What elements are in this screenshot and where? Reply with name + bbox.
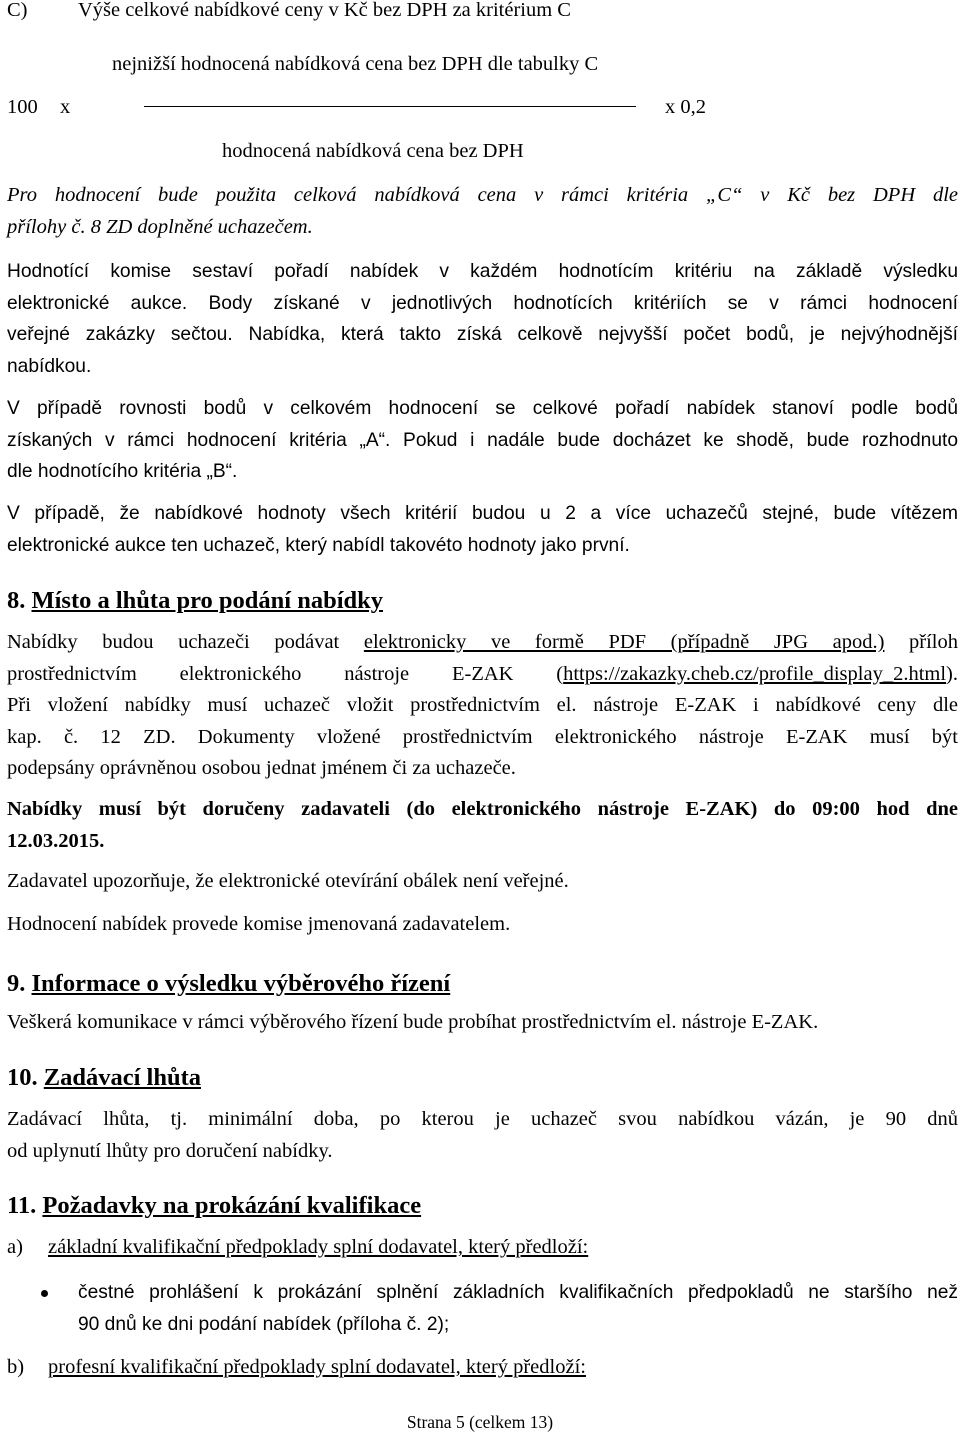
paragraph-line: 12.03.2015. bbox=[7, 829, 105, 852]
paragraph-line: čestné prohlášení k prokázání splnění základních kvalifikačních předpokladů ne staršího než bbox=[78, 1282, 958, 1303]
ezak-link[interactable]: https://zakazky.cheb.cz/profile_display_2.html bbox=[563, 662, 947, 685]
item-a-text: základní kvalifikační předpoklady splní dodavatel, který předloží: bbox=[48, 1236, 589, 1258]
paragraph-line: veřejné zakázky sečtou. Nabídka, která takto získá celkově nejvyšší počet bodů, je nejvýhodnější bbox=[7, 324, 958, 345]
paragraph-line: kap. č. 12 ZD. Dokumenty vložené prostřednictvím elektronického nástroje E-ZAK musí být bbox=[7, 725, 958, 748]
section-number: 9. bbox=[7, 970, 26, 997]
paragraph-line: získaných v rámci hodnocení kritéria „A“. Pokud i nadále bude docházet ke shodě, bude rozhodnuto bbox=[7, 429, 958, 451]
paragraph-line: dle hodnotícího kritéria „B“. bbox=[7, 461, 238, 482]
format-underlined: elektronicky ve formě PDF (případně JPG apod.) bbox=[363, 631, 885, 653]
section-8-deadline bbox=[7, 794, 958, 857]
paragraph-line: Hodnotící komise sestaví pořadí nabídek v každém hodnotícím kritériu na základě výsledku bbox=[7, 261, 958, 282]
paragraph-line: Zadávací lhůta, tj. minimální doba, po kterou je uchazeč svou nabídkou vázán, je 90 dnů bbox=[7, 1108, 958, 1130]
section-9-text: Veškerá komunikace v rámci výběrového řízení bude probíhat prostřednictvím el. nástroje E-ZAK. bbox=[7, 1011, 819, 1033]
section-10-heading bbox=[7, 1064, 201, 1092]
paragraph-line: Při vložení nabídky musí uchazeč vložit prostřednictvím el. nástroje E-ZAK i nabídkové ceny dle bbox=[7, 694, 958, 716]
text-segment: ). bbox=[946, 662, 958, 685]
text-segment: příloh bbox=[909, 631, 958, 653]
section-11-heading bbox=[7, 1192, 421, 1220]
section-9-heading bbox=[7, 970, 450, 998]
section-title: Zadávací lhůta bbox=[43, 1064, 201, 1091]
section-8-submission bbox=[7, 627, 958, 785]
paragraph-line bbox=[7, 627, 958, 659]
section-number: 8. bbox=[7, 587, 26, 614]
section-8-heading bbox=[7, 587, 383, 615]
section-title: Požadavky na prokázání kvalifikace bbox=[42, 1192, 422, 1219]
item-a-label: a) bbox=[7, 1236, 23, 1258]
item-b-text: profesní kvalifikační předpoklady splní dodavatel, který předloží: bbox=[48, 1356, 586, 1378]
section-8-evaluation: Hodnocení nabídek provede komise jmenovaná zadavatelem. bbox=[7, 913, 511, 935]
bullet-item bbox=[78, 1277, 958, 1340]
section-number: 11. bbox=[7, 1192, 37, 1219]
section-8-notice: Zadavatel upozorňuje, že elektronické otevírání obálek není veřejné. bbox=[7, 870, 569, 892]
section-title: Informace o výsledku výběrového řízení bbox=[31, 970, 451, 997]
formula-denominator: hodnocená nabídková cena bez DPH bbox=[222, 140, 524, 162]
paragraph-line: V případě rovnosti bodů v celkovém hodnocení se celkové pořadí nabídek stanoví podle bodů bbox=[7, 398, 958, 419]
paragraph-line: přílohy č. 8 ZD doplněné uchazečem. bbox=[7, 215, 313, 238]
paragraph-line: Pro hodnocení bude použita celková nabídková cena v rámci kritéria „C“ v Kč bez DPH dle bbox=[7, 184, 958, 206]
paragraph-line bbox=[7, 659, 958, 691]
paragraph-line: elektronické aukce ten uchazeč, který nabídl takovéto hodnoty jako první. bbox=[7, 534, 630, 556]
paragraph-line: 90 dnů ke dni podání nabídek (příloha č. 2); bbox=[78, 1313, 450, 1335]
page-footer: Strana 5 (celkem 13) bbox=[406, 1412, 554, 1432]
formula-multiplier-left: 100 bbox=[7, 96, 38, 118]
paragraph-evaluation-price bbox=[7, 180, 958, 243]
text-segment: prostřednictvím elektronického nástroje E-ZAK ( bbox=[7, 662, 564, 685]
formula-x-left: x bbox=[60, 96, 71, 118]
section-title: Místo a lhůta pro podání nabídky bbox=[31, 587, 384, 614]
paragraph-line: podepsány oprávněnou osobou jednat jménem či za uchazeče. bbox=[7, 757, 516, 779]
formula-numerator: nejnižší hodnocená nabídková cena bez DPH dle tabulky C bbox=[112, 53, 599, 75]
section-number: 10. bbox=[7, 1064, 38, 1091]
fraction-line bbox=[144, 106, 636, 107]
paragraph-commission-ranking bbox=[7, 256, 958, 382]
paragraph-line: elektronické aukce. Body získané v jednotlivých hodnotících kritériích se v rámci hodnocení bbox=[7, 292, 958, 314]
paragraph-tie-break bbox=[7, 393, 958, 488]
criterion-c-title: Výše celkové nabídkové ceny v Kč bez DPH za kritérium C bbox=[78, 0, 571, 21]
bullet-icon bbox=[41, 1290, 48, 1297]
criterion-c-label: C) bbox=[7, 0, 28, 21]
section-10-text bbox=[7, 1104, 958, 1167]
formula-multiplier-right: x 0,2 bbox=[665, 96, 706, 118]
paragraph-line: V případě, že nabídkové hodnoty všech kritérií budou u 2 a více uchazečů stejné, bude vítězem bbox=[7, 503, 958, 524]
paragraph-equal-values bbox=[7, 498, 958, 561]
paragraph-line: od uplynutí lhůty pro doručení nabídky. bbox=[7, 1139, 333, 1162]
paragraph-line: nabídkou. bbox=[7, 355, 92, 377]
paragraph-line: Nabídky musí být doručeny zadavateli (do elektronického nástroje E-ZAK) do 09:00 hod dne bbox=[7, 798, 958, 820]
item-b-label: b) bbox=[7, 1356, 25, 1378]
text-segment: Nabídky budou uchazeči podávat bbox=[7, 631, 340, 653]
